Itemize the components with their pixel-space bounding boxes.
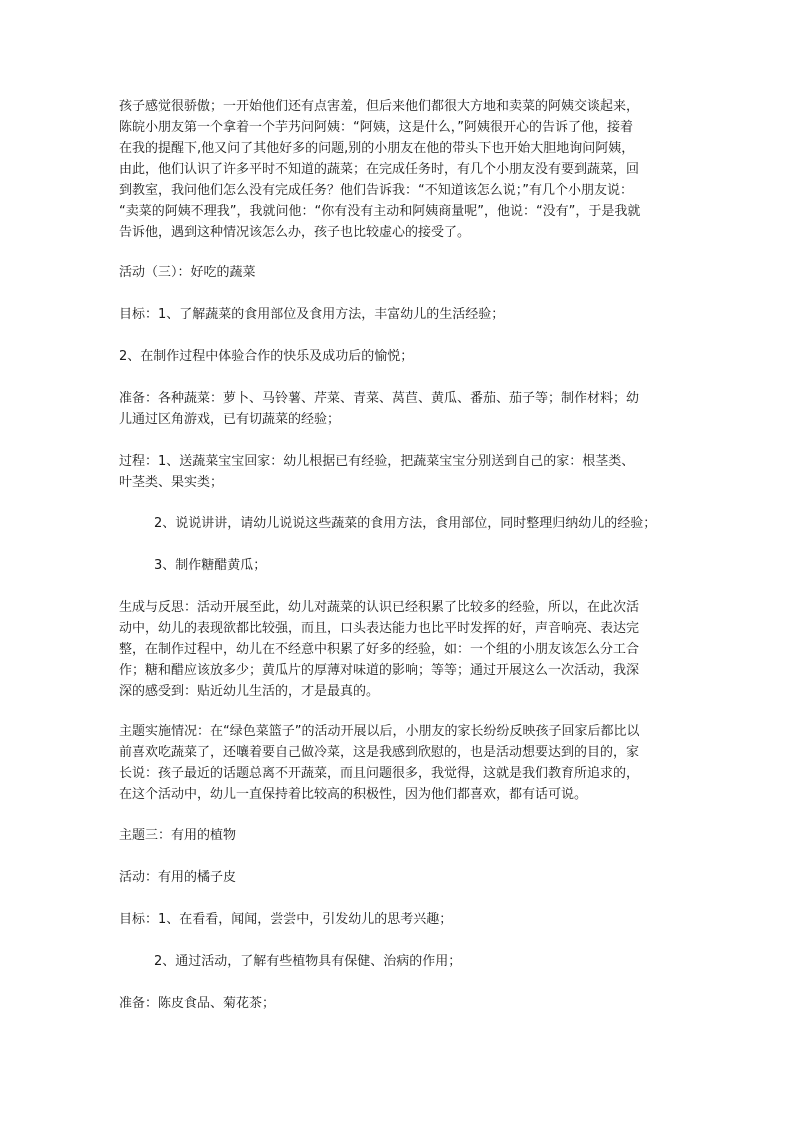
text-line: 由此，他们认识了许多平时不知道的蔬菜；在完成任务时，有几个小朋友没有要到蔬菜，回 (119, 162, 640, 177)
text-line: “卖菜的阿姨不理我”，我就问他：“你有没有主动和阿姨商量呢”，他说：“没有”，于是我就 (119, 204, 641, 219)
text-line: 生成与反思：活动开展至此，幼儿对蔬菜的认识已经积累了比较多的经验，所以，在此次活 (119, 600, 640, 615)
process-step-two (154, 513, 679, 534)
text-line: 告诉他，遇到这种情况该怎么办，孩子也比较虚心的接受了。 (119, 225, 471, 240)
text-line: 目标：1、在看看，闻闻，尝尝中，引发幼儿的思考兴趣； (119, 912, 453, 927)
preparation-orange-peel (119, 993, 679, 1014)
heading-theme-three (119, 825, 679, 846)
text-line: 叶茎类、果实类； (119, 475, 224, 490)
text-line: 活动：有用的橘子皮 (119, 870, 237, 885)
text-line: 2、在制作过程中体验合作的快乐及成功后的愉悦； (119, 349, 414, 364)
goal-one (119, 304, 679, 325)
heading-activity-orange-peel (119, 867, 679, 888)
text-line: 作；糖和醋应该放多少；黄瓜片的厚薄对味道的影响；等等；通过开展这么一次活动，我深 (119, 663, 640, 678)
text-line: 长说：孩子最近的话题总离不开蔬菜，而且问题很多，我觉得，这就是我们教育所追求的， (119, 766, 640, 781)
text-line: 陈皖小朋友第一个拿着一个芋艿问阿姨：“阿姨，这是什么，”阿姨很开心的告诉了他，接着 (119, 120, 633, 135)
text-line: 2、通过活动，了解有些植物具有保健、治病的作用； (154, 954, 462, 969)
process-step-three (154, 555, 679, 576)
text-line: 整，在制作过程中，幼儿在不经意中积累了好多的经验，如：一个组的小朋友该怎么分工合 (119, 642, 640, 657)
text-line: 3、制作糖醋黄瓜； (154, 558, 267, 573)
goal-two-orange-peel (154, 951, 679, 972)
process-step-one (119, 451, 679, 493)
text-line: 孩子感觉很骄傲；一开始他们还有点害羞，但后来他们都很大方地和卖菜的阿姨交谈起来， (119, 99, 640, 114)
text-line: 目标：1、了解蔬菜的食用部位及食用方法，丰富幼儿的生活经验； (119, 307, 505, 322)
text-line: 动中，幼儿的表现欲都比较强，而且，口头表达能力也比平时发挥的好，声音响亮、表达完 (119, 621, 640, 636)
text-line: 在这个活动中，幼儿一直保持着比较高的积极性，因为他们都喜欢，都有话可说。 (119, 787, 588, 802)
text-line: 2、说说讲讲，请幼儿说说这些蔬菜的食用方法，食用部位，同时整理归纳幼儿的经验； (154, 516, 657, 531)
text-line: 准备：陈皮食品、菊花茶； (119, 996, 276, 1011)
goal-two (119, 346, 679, 367)
goal-one-orange-peel (119, 909, 679, 930)
text-line: 主题三：有用的植物 (119, 828, 237, 843)
preparation (119, 388, 679, 430)
text-line: 活动（三）：好吃的蔬菜 (119, 265, 256, 280)
text-line: 儿通过区角游戏，已有切蔬菜的经验； (119, 412, 341, 427)
text-line: 到教室，我问他们怎么没有完成任务？他们告诉我：“不知道该怎么说；”有几个小朋友说： (119, 183, 633, 198)
theme-implementation (119, 721, 679, 805)
text-line: 主题实施情况：在“绿色菜篮子”的活动开展以后，小朋友的家长纷纷反映孩子回家后都比以 (119, 724, 640, 739)
text-line: 前喜欢吃蔬菜了，还嚷着要自己做冷菜，这是我感到欣慰的，也是活动想要达到的目的，家 (119, 745, 640, 760)
heading-activity-three (119, 262, 679, 283)
text-line: 在我的提醒下,他又问了其他好多的问题,别的小朋友在他的带头下也开始大胆地询问阿姨， (119, 141, 635, 156)
reflection (119, 597, 679, 702)
text-line: 深的感受到：贴近幼儿生活的，才是最真的。 (119, 684, 380, 699)
text-line: 过程：1、送蔬菜宝宝回家：幼儿根据已有经验，把蔬菜宝宝分别送到自己的家：根茎类、 (119, 454, 635, 469)
text-line: 准备：各种蔬菜：萝卜、马铃薯、芹菜、青菜、莴苣、黄瓜、番茄、茄子等；制作材料；幼 (119, 391, 640, 406)
paragraph-market-visit (119, 96, 679, 243)
